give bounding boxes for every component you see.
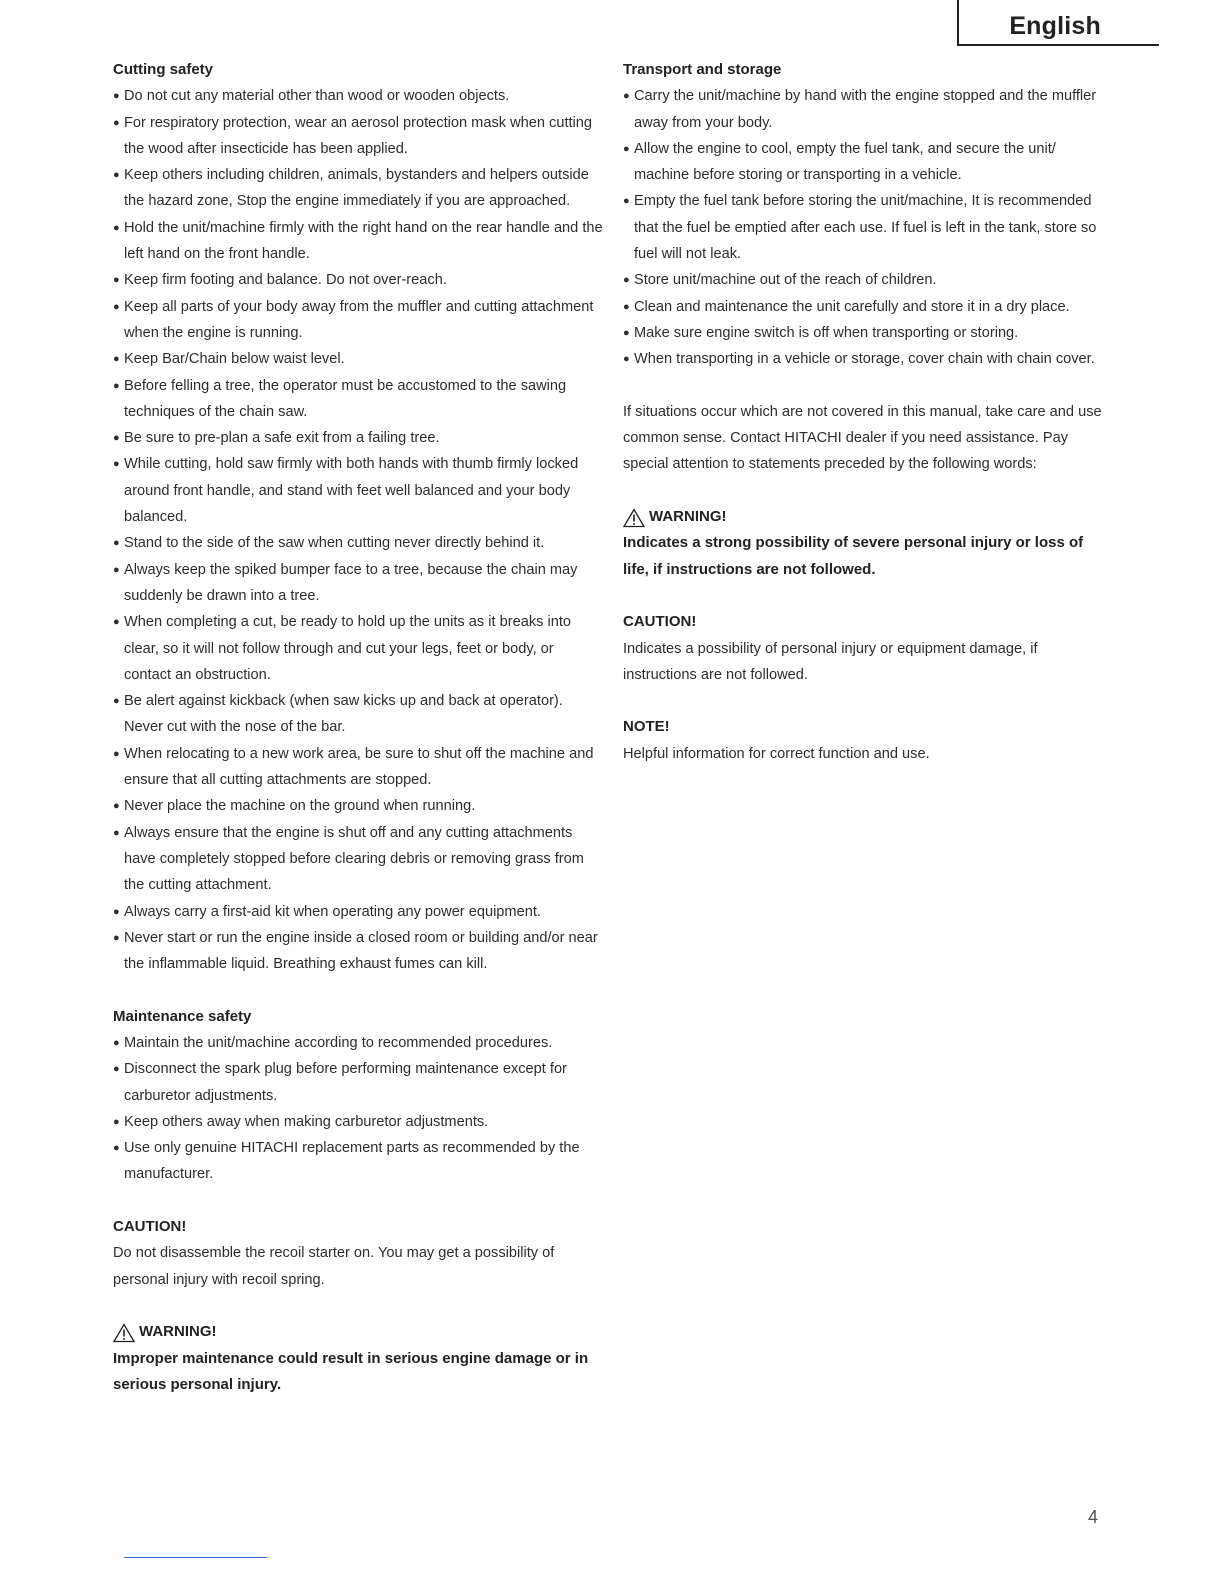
list-item bbox=[113, 1135, 603, 1188]
maintenance-safety-list bbox=[113, 1030, 603, 1188]
list-item bbox=[113, 530, 603, 556]
transport-storage-title: Transport and storage bbox=[623, 61, 782, 78]
legend-caution-label: CAUTION! bbox=[623, 613, 697, 631]
bullet-icon: ● bbox=[113, 353, 120, 366]
list-item-text: When transporting in a vehicle or storage, cover chain with chain cover. bbox=[634, 351, 1095, 368]
bullet-icon: ● bbox=[623, 90, 630, 103]
bullet-icon: ● bbox=[113, 379, 120, 392]
maintenance-safety-title: Maintenance safety bbox=[113, 1007, 252, 1025]
list-item bbox=[113, 820, 603, 899]
bullet-icon: ● bbox=[623, 353, 630, 366]
bullet-icon: ● bbox=[623, 274, 630, 287]
warning-triangle-icon bbox=[113, 1323, 135, 1343]
bullet-icon: ● bbox=[623, 326, 630, 339]
bullet-icon: ● bbox=[113, 800, 120, 813]
list-item-text: When completing a cut, be ready to hold up the units as it breaks into clear, so it will not follow through and cut your legs, feet or body, or contact an obstruction. bbox=[124, 614, 571, 683]
bullet-icon: ● bbox=[113, 458, 120, 471]
list-item-text: Keep Bar/Chain below waist level. bbox=[124, 351, 345, 368]
cutting-safety-list bbox=[113, 83, 603, 977]
warning-triangle-icon bbox=[623, 508, 645, 528]
list-item bbox=[113, 1109, 603, 1135]
list-item-text: While cutting, hold saw firmly with both hands with thumb firmly locked around front handle, and stand with feet well balanced and your body balanced. bbox=[124, 456, 579, 526]
bullet-icon: ● bbox=[113, 1142, 120, 1155]
list-item bbox=[113, 83, 603, 109]
list-item-text: Be alert against kickback (when saw kicks up and back at operator). Never cut with the nose of the bar. bbox=[124, 693, 563, 736]
left-column bbox=[113, 57, 603, 1398]
bullet-icon: ● bbox=[113, 300, 120, 313]
legend-warning-text: Indicates a strong possibility of severe personal injury or loss of life, if instructions are not followed. bbox=[623, 534, 1084, 578]
maintenance-caution-label: CAUTION! bbox=[113, 1218, 187, 1236]
list-item-text: Always ensure that the engine is shut off and any cutting attachments have completely stopped before clearing debris or removing grass from the cutting attachment. bbox=[124, 824, 584, 894]
list-item bbox=[623, 267, 1103, 293]
list-item-text: When relocating to a new work area, be sure to shut off the machine and ensure that all cutting attachments are stopped. bbox=[124, 745, 594, 789]
bullet-icon: ● bbox=[113, 905, 120, 918]
cutting-safety-title: Cutting safety bbox=[113, 61, 214, 78]
bullet-icon: ● bbox=[113, 90, 120, 103]
list-item-text: For respiratory protection, wear an aerosol protection mask when cutting the wood after insecticide has been applied. bbox=[124, 114, 593, 157]
legend-caution-text: Indicates a possibility of personal injury or equipment damage, if instructions are not followed. bbox=[623, 640, 1038, 683]
list-item bbox=[623, 294, 1103, 320]
bullet-icon: ● bbox=[113, 563, 120, 576]
language-tab bbox=[957, 0, 1159, 46]
list-item bbox=[113, 899, 603, 925]
list-item bbox=[113, 925, 603, 978]
transport-storage-list bbox=[623, 83, 1103, 372]
list-item-text: Always carry a first-aid kit when operating any power equipment. bbox=[124, 903, 541, 920]
list-item-text: Carry the unit/machine by hand with the engine stopped and the muffler away from your body. bbox=[634, 88, 1097, 131]
list-item-text: Make sure engine switch is off when transporting or storing. bbox=[634, 324, 1019, 341]
list-item bbox=[113, 609, 603, 688]
list-item-text: Keep firm footing and balance. Do not over-reach. bbox=[124, 272, 447, 289]
list-item-text: Keep all parts of your body away from the muffler and cutting attachment when the engine is running. bbox=[124, 298, 594, 341]
list-item-text: Do not cut any material other than wood or wooden objects. bbox=[124, 88, 510, 105]
bullet-icon: ● bbox=[623, 300, 630, 313]
list-item-text: Keep others including children, animals, bystanders and helpers outside the hazard zone, Stop the engine immediately if you are approached. bbox=[124, 167, 589, 210]
list-item-text: Hold the unit/machine firmly with the right hand on the rear handle and the left hand on the front handle. bbox=[124, 219, 603, 263]
bullet-icon: ● bbox=[113, 1063, 120, 1076]
bullet-icon: ● bbox=[113, 695, 120, 708]
list-item-text: Allow the engine to cool, empty the fuel tank, and secure the unit/ machine before storing or transporting in a vehicle. bbox=[634, 140, 1056, 184]
list-item bbox=[113, 1056, 603, 1109]
list-item-text: Never place the machine on the ground when running. bbox=[124, 798, 476, 815]
list-item bbox=[113, 557, 603, 610]
list-item bbox=[623, 83, 1103, 136]
list-item-text: Store unit/machine out of the reach of children. bbox=[634, 272, 937, 289]
bullet-icon: ● bbox=[113, 616, 120, 629]
list-item bbox=[113, 425, 603, 451]
legend-note-text: Helpful information for correct function and use. bbox=[623, 745, 930, 762]
bullet-icon: ● bbox=[113, 1115, 120, 1128]
list-item-text: Use only genuine HITACHI replacement parts as recommended by the manufacturer. bbox=[124, 1140, 580, 1183]
legend-warning-label: WARNING! bbox=[623, 504, 1103, 530]
list-item bbox=[113, 110, 603, 163]
list-item-text: Clean and maintenance the unit carefully and store it in a dry place. bbox=[634, 298, 1070, 315]
intro-paragraph: If situations occur which are not covered in this manual, take care and use common sense. Contact HITACHI dealer if you need assistance. Pay special attention to statements preceded by the following words: bbox=[623, 403, 1102, 473]
bullet-icon: ● bbox=[113, 826, 120, 839]
list-item bbox=[113, 741, 603, 794]
bullet-icon: ● bbox=[113, 169, 120, 182]
list-item bbox=[113, 451, 603, 530]
bullet-icon: ● bbox=[623, 195, 630, 208]
list-item bbox=[623, 136, 1103, 189]
list-item bbox=[113, 267, 603, 293]
list-item-text: Be sure to pre-plan a safe exit from a failing tree. bbox=[124, 430, 440, 447]
bullet-icon: ● bbox=[623, 142, 630, 155]
list-item bbox=[113, 688, 603, 741]
bullet-icon: ● bbox=[113, 221, 120, 234]
list-item bbox=[623, 188, 1103, 267]
bullet-icon: ● bbox=[113, 274, 120, 287]
list-item bbox=[113, 162, 603, 215]
list-item bbox=[113, 1030, 603, 1056]
list-item bbox=[113, 793, 603, 819]
list-item-text: Always keep the spiked bumper face to a tree, because the chain may suddenly be drawn into a tree. bbox=[124, 561, 578, 604]
list-item bbox=[113, 294, 603, 347]
list-item bbox=[623, 320, 1103, 346]
list-item bbox=[113, 346, 603, 372]
list-item bbox=[113, 373, 603, 426]
maintenance-warning-text: Improper maintenance could result in serious engine damage or in serious personal injury. bbox=[113, 1349, 589, 1393]
list-item-text: Disconnect the spark plug before performing maintenance except for carburetor adjustments. bbox=[124, 1061, 567, 1104]
bullet-icon: ● bbox=[113, 747, 120, 760]
bullet-icon: ● bbox=[113, 537, 120, 550]
bullet-icon: ● bbox=[113, 931, 120, 944]
list-item-text: Keep others away when making carburetor adjustments. bbox=[124, 1113, 489, 1130]
bullet-icon: ● bbox=[113, 116, 120, 129]
list-item-text: Maintain the unit/machine according to recommended procedures. bbox=[124, 1034, 553, 1051]
footer-rule bbox=[124, 1557, 267, 1558]
list-item-text: Before felling a tree, the operator must be accustomed to the sawing techniques of the chain saw. bbox=[124, 377, 567, 420]
bullet-icon: ● bbox=[113, 1036, 120, 1049]
list-item-text: Stand to the side of the saw when cutting never directly behind it. bbox=[124, 535, 545, 552]
list-item-text: Empty the fuel tank before storing the unit/machine, It is recommended that the fuel be emptied after each use. If fuel is left in the tank, store so fuel will not leak. bbox=[634, 193, 1097, 263]
right-column bbox=[623, 57, 1103, 767]
page-number: 4 bbox=[1088, 1507, 1099, 1527]
language-label: English bbox=[1009, 12, 1101, 40]
legend-note-label: NOTE! bbox=[623, 718, 670, 736]
list-item bbox=[113, 215, 603, 268]
list-item-text: Never start or run the engine inside a closed room or building and/or near the inflammable liquid. Breathing exhaust fumes can kill. bbox=[124, 929, 598, 973]
bullet-icon: ● bbox=[113, 432, 120, 445]
maintenance-caution-text: Do not disassemble the recoil starter on. You may get a possibility of personal injury with recoil spring. bbox=[113, 1245, 555, 1288]
maintenance-warning-label: WARNING! bbox=[113, 1319, 603, 1345]
list-item bbox=[623, 346, 1103, 372]
